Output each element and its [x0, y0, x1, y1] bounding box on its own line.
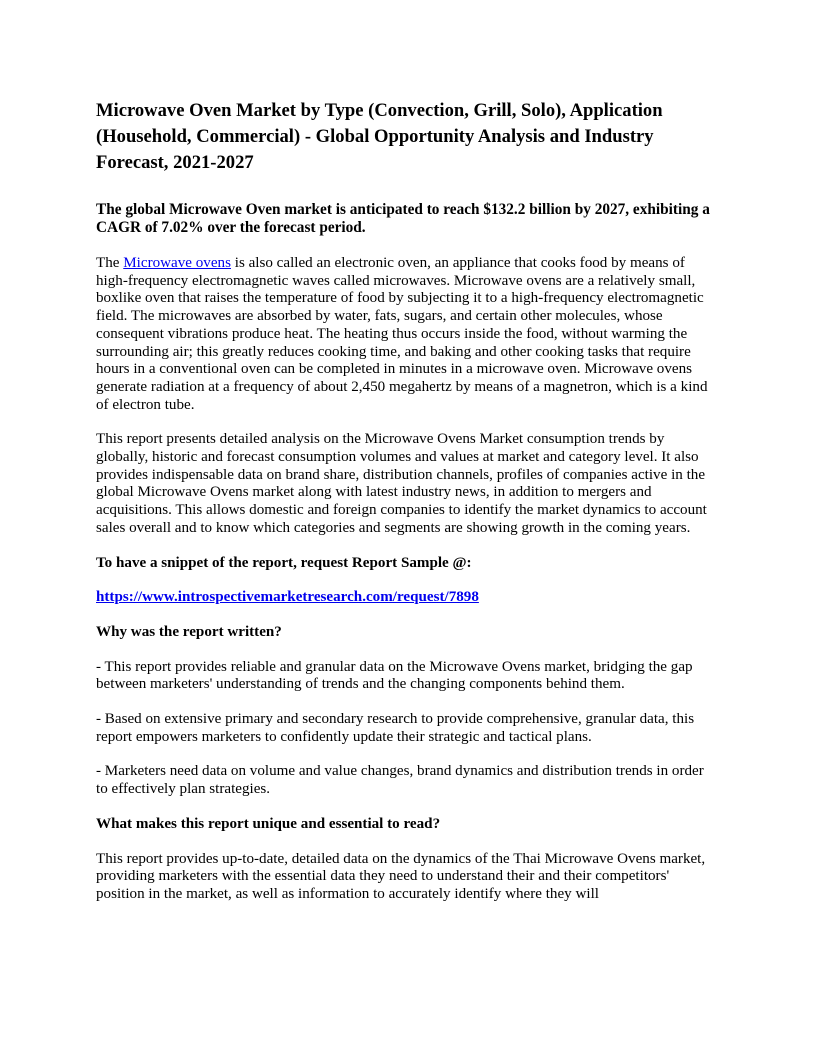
- intro-paragraph: [96, 255, 716, 414]
- unique-paragraph: This report provides up-to-date, detailed data on the dynamics of the Thai Microwave Ovens market, providing marketers with the essential data they need to understand their and their competitors' position in the market, as well as information to accurately identify where they will: [96, 850, 706, 902]
- why-point: - This report provides reliable and granular data on the Microwave Ovens market, bridging the gap between marketers' understanding of trends and the changing components behind them.: [96, 658, 693, 693]
- document-page: [96, 98, 716, 904]
- unique-heading: What makes this report unique and essential to read?: [96, 815, 441, 832]
- why-point: - Based on extensive primary and secondary research to provide comprehensive, granular data, this report empowers marketers to confidently update their strategic and tactical plans.: [96, 711, 695, 745]
- why-heading: Why was the report written?: [96, 623, 282, 640]
- sample-url-paragraph: [96, 589, 716, 607]
- report-paragraph: This report presents detailed analysis on the Microwave Ovens Market consumption trends by globally, historic and forecast consumption volumes and values at market and category level. It also provides indispensable data on brand share, distribution channels, profiles of companies active in the global Microwave Ovens market along with latest industry news, in addition to mergers and acquisitions. This allows domestic and foreign companies to identify the market dynamics to account sales overall and to know which categories and segments are showing growth in the coming years.: [96, 431, 707, 536]
- lead-summary: The global Microwave Oven market is anticipated to reach $132.2 billion by 2027, exhibiting a CAGR of 7.02% over the forecast period.: [96, 201, 710, 236]
- document-title: Microwave Oven Market by Type (Convection, Grill, Solo), Application (Household, Commercial) - Global Opportunity Analysis and Industry Forecast, 2021-2027: [96, 100, 663, 173]
- microwave-ovens-link[interactable]: Microwave ovens: [123, 255, 231, 271]
- intro-suffix: is also called an electronic oven, an appliance that cooks food by means of high-frequency electromagnetic waves called microwaves. Microwave ovens are a relatively small, boxlike oven that raises the temperature of food by subjecting it to a high-frequency electromagnetic field. The microwaves are absorbed by water, fats, sugars, and certain other molecules, whose consequent vibrations produce heat. The heating thus occurs inside the food, without warming the surrounding air; this greatly reduces cooking time, and baking and other cooking tasks that require hours in a conventional oven can be completed in minutes in a microwave oven. Microwave ovens generate radiation at a frequency of about 2,450 megahertz by means of a magnetron, which is a kind of electron tube.: [96, 255, 708, 413]
- intro-prefix: The: [96, 255, 124, 271]
- sample-request-link[interactable]: https://www.introspectivemarketresearch.com/request/7898: [96, 589, 479, 606]
- sample-heading: To have a snippet of the report, request Report Sample @:: [96, 554, 472, 571]
- why-point: - Marketers need data on volume and value changes, brand dynamics and distribution trends in order to effectively plan strategies.: [96, 763, 704, 798]
